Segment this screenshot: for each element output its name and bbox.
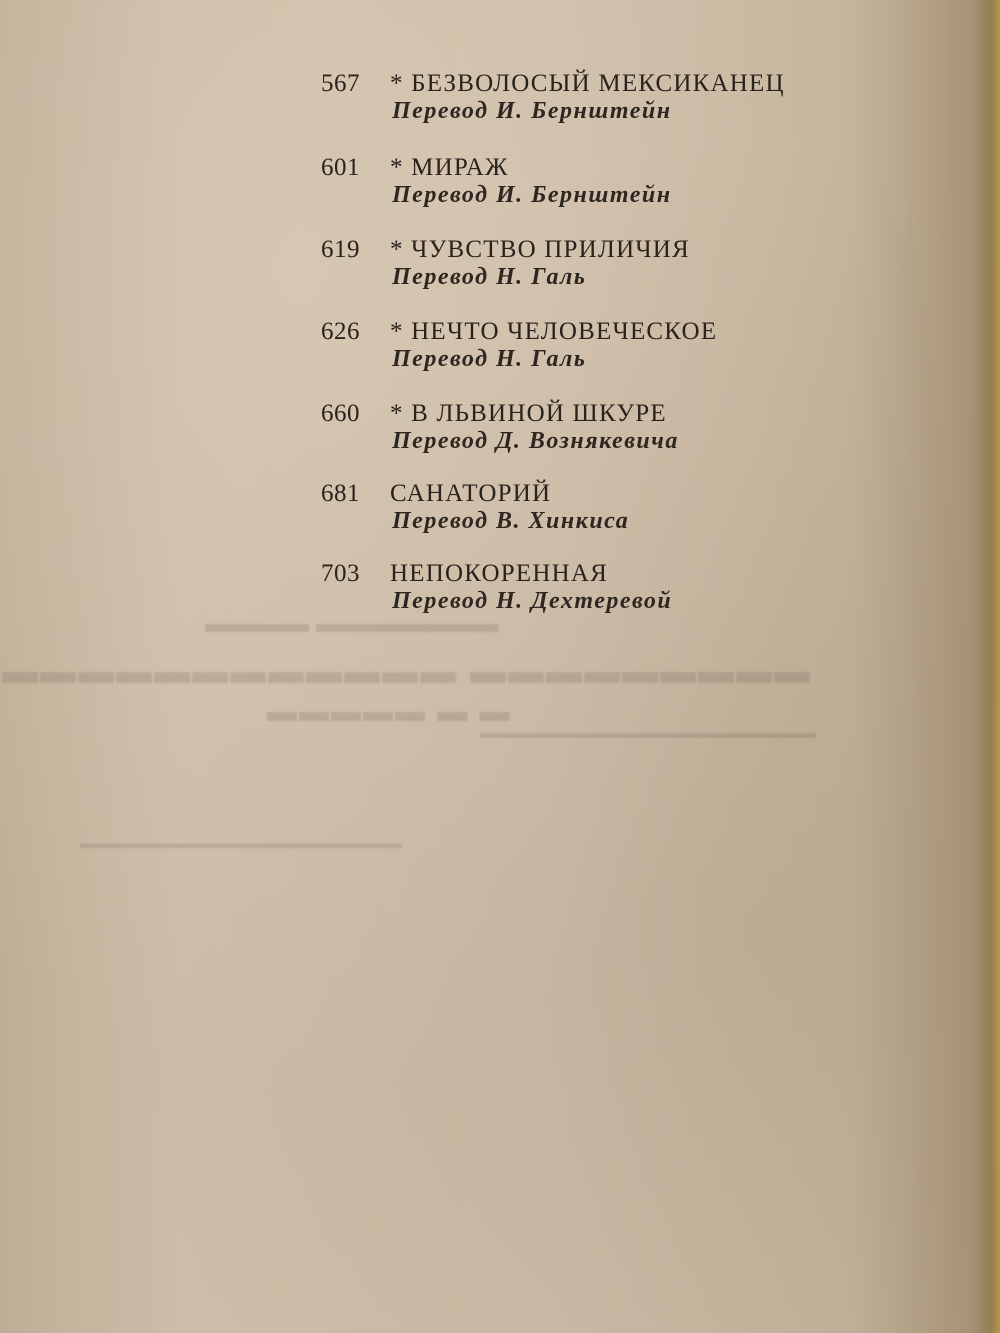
story-title: * ЧУВСТВО ПРИЛИЧИЯ: [390, 236, 690, 263]
translator-credit: Перевод И. Бернштейн: [392, 182, 672, 208]
page-number: 601: [321, 154, 360, 181]
toc-entry: [300, 70, 900, 140]
page-number: 619: [321, 236, 360, 263]
story-title: * МИРАЖ: [390, 154, 509, 181]
show-through-text: ▬▬▬▬▬▬▬▬▬ ▬▬▬▬▬▬▬▬▬▬▬▬: [0, 650, 811, 691]
show-through-text: ▬▬▬▬▬▬▬▬▬▬▬▬▬▬▬▬▬▬▬▬▬▬▬: [80, 835, 402, 851]
translator-credit: Перевод В. Хинкиса: [392, 508, 630, 534]
show-through-text: ▬▬▬▬▬▬▬ ▬▬▬▬: [205, 608, 499, 638]
story-title: * НЕЧТО ЧЕЛОВЕЧЕСКОЕ: [390, 318, 718, 345]
story-title: САНАТОРИЙ: [390, 480, 552, 507]
toc-entry: [300, 400, 900, 470]
show-through-text: ▬ ▬ ▬▬▬▬▬: [265, 695, 510, 728]
show-through-text: ▬▬▬▬▬▬▬▬▬▬▬▬▬▬▬▬▬▬▬▬▬: [480, 725, 816, 742]
page-number: 681: [321, 480, 360, 507]
toc-entry: [300, 236, 900, 306]
page-number: 567: [321, 70, 360, 97]
toc-entry: [300, 154, 900, 224]
toc-entry: [300, 318, 900, 388]
translator-credit: Перевод Д. Вознякевича: [392, 428, 679, 454]
translator-credit: Перевод Н. Дехтеревой: [392, 588, 673, 614]
page-number: 703: [321, 560, 360, 587]
toc-entry: [300, 480, 900, 550]
translator-credit: Перевод Н. Галь: [392, 346, 587, 372]
toc-entry: [300, 560, 900, 630]
translator-credit: Перевод И. Бернштейн: [392, 98, 672, 124]
story-title: * БЕЗВОЛОСЫЙ МЕКСИКАНЕЦ: [390, 70, 785, 97]
page-number: 626: [321, 318, 360, 345]
story-title: НЕПОКОРЕННАЯ: [390, 560, 608, 587]
page-number: 660: [321, 400, 360, 427]
translator-credit: Перевод Н. Галь: [392, 264, 587, 290]
story-title: * В ЛЬВИНОЙ ШКУРЕ: [390, 400, 667, 427]
